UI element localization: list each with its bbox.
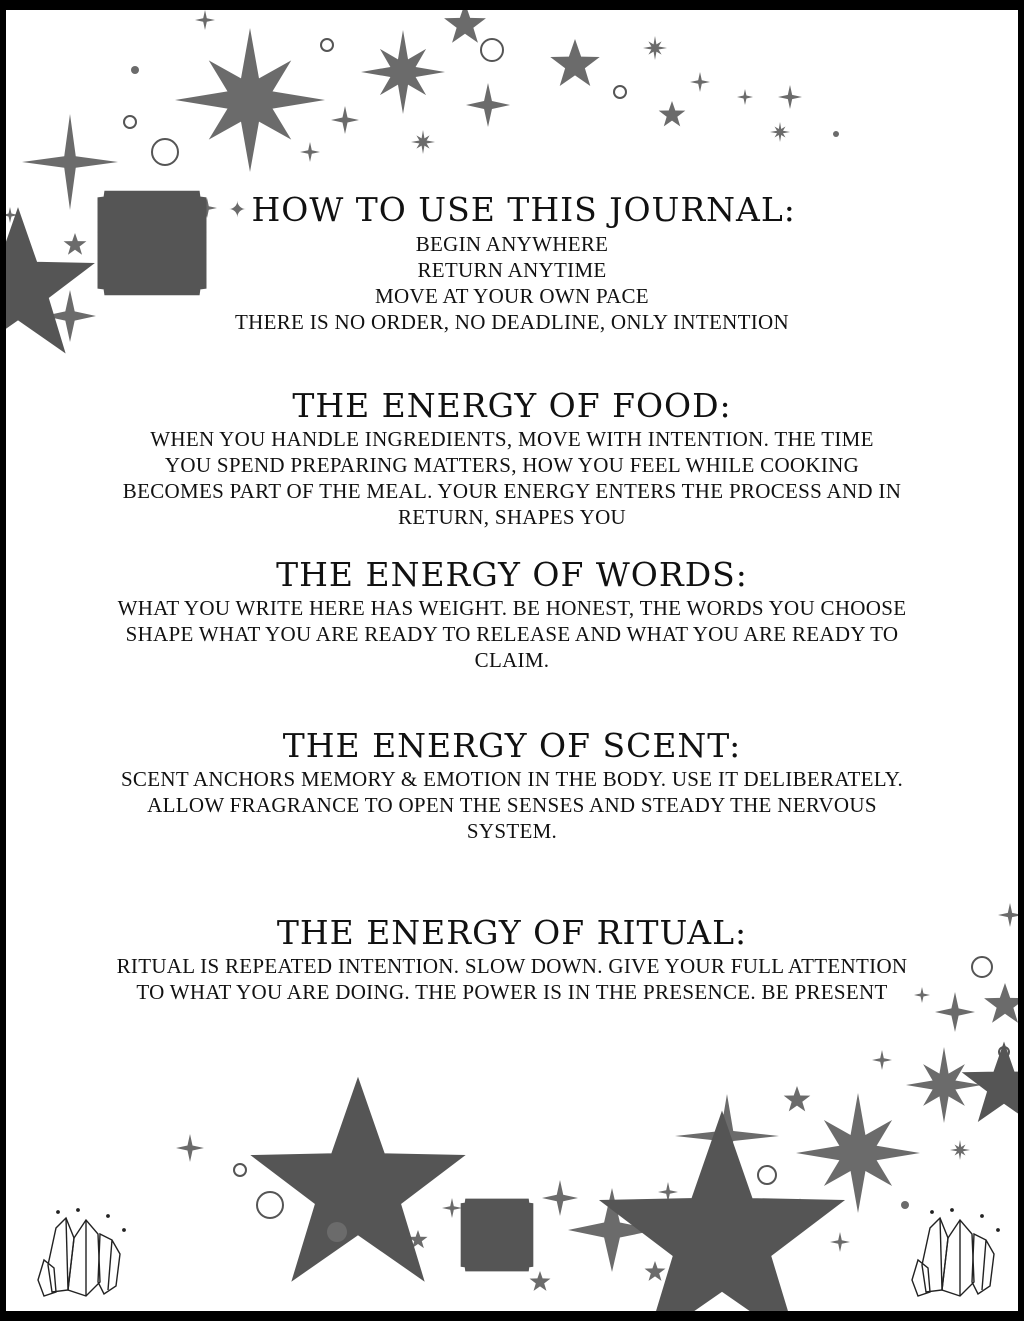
words-section	[6, 555, 1018, 673]
words-line: SHAPE WHAT YOU ARE READY TO RELEASE AND WHAT YOU ARE READY TO	[125, 622, 899, 646]
food-line: BECOMES PART OF THE MEAL. YOUR ENERGY ENTERS THE PROCESS AND IN	[122, 479, 902, 503]
how-to-body	[6, 231, 1018, 335]
how-to-title-text: HOW TO USE THIS JOURNAL:	[251, 190, 796, 229]
food-line: WHEN YOU HANDLE INGREDIENTS, MOVE WITH INTENTION. THE TIME	[150, 427, 874, 451]
food-section	[6, 386, 1018, 530]
ritual-section	[6, 913, 1018, 1005]
how-to-line: BEGIN ANYWHERE	[415, 232, 609, 256]
how-to-line: RETURN ANYTIME	[417, 258, 607, 282]
words-body	[6, 595, 1018, 673]
words-title: THE ENERGY OF WORDS:	[276, 555, 748, 594]
journal-page	[6, 10, 1018, 1311]
how-to-section	[6, 190, 1018, 335]
scent-line: ALLOW FRAGRANCE TO OPEN THE SENSES AND STEADY THE NERVOUS	[147, 793, 877, 817]
food-line: RETURN, SHAPES YOU	[397, 505, 627, 529]
how-to-title	[6, 190, 1018, 231]
ritual-line: TO WHAT YOU ARE DOING. THE POWER IS IN THE PRESENCE. BE PRESENT	[136, 980, 888, 1004]
how-to-line: MOVE AT YOUR OWN PACE	[375, 284, 649, 308]
words-line: WHAT YOU WRITE HERE HAS WEIGHT. BE HONEST, THE WORDS YOU CHOOSE	[117, 596, 907, 620]
ritual-body	[6, 953, 1018, 1005]
food-title: THE ENERGY OF FOOD:	[292, 386, 732, 425]
sparkle-icon: ✦	[228, 198, 248, 223]
how-to-line: THERE IS NO ORDER, NO DEADLINE, ONLY INTENTION	[235, 310, 789, 334]
ritual-title: THE ENERGY OF RITUAL:	[276, 913, 748, 952]
scent-title: THE ENERGY OF SCENT:	[282, 726, 742, 765]
food-line: YOU SPEND PREPARING MATTERS, HOW YOU FEEL WHILE COOKING	[164, 453, 860, 477]
scent-line: SCENT ANCHORS MEMORY & EMOTION IN THE BODY. USE IT DELIBERATELY.	[120, 767, 904, 791]
scent-section	[6, 726, 1018, 844]
words-line: CLAIM.	[474, 648, 550, 672]
scent-body	[6, 766, 1018, 844]
crystal-cluster-icon	[38, 1209, 999, 1296]
ritual-line: RITUAL IS REPEATED INTENTION. SLOW DOWN. GIVE YOUR FULL ATTENTION	[116, 954, 908, 978]
food-body	[6, 426, 1018, 530]
scent-line: SYSTEM.	[466, 819, 558, 843]
